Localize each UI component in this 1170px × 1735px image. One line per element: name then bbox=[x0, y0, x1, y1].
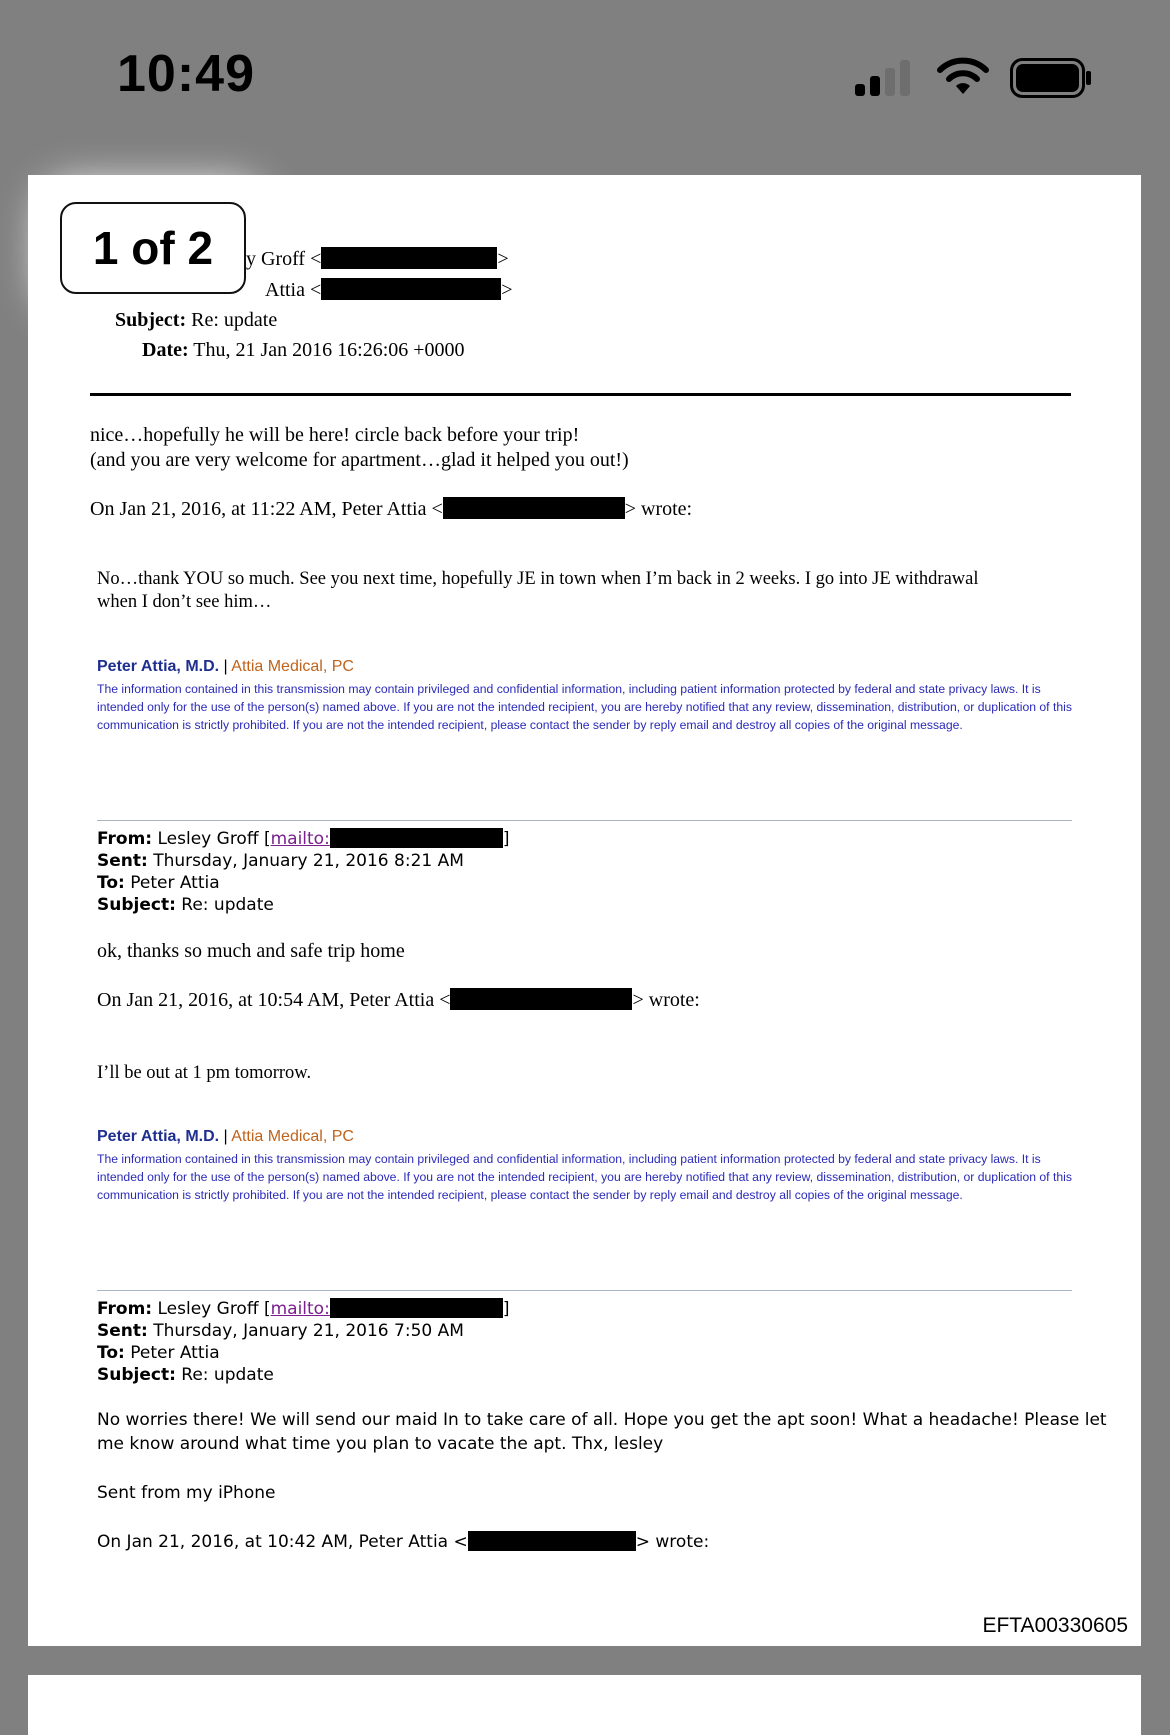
body-line-2: (and you are very welcome for apartment…glad it helped you out!) bbox=[90, 449, 629, 471]
reply1-line-2: when I don’t see him… bbox=[97, 592, 272, 612]
cellular-signal-icon bbox=[855, 60, 915, 96]
confidentiality-disclaimer: The information contained in this transmission may contain privileged and confidential information, including patient information protected by federal and state privacy laws. It is intended only for the use of the person(s) named above. If you are not the intended recipient, you are hereby notified that any review, dissemination, distribution, or duplication of this communication is strictly prohibited. If you are not the intended recipient, please contact the sender by reply email and destroy all copies of the original message. bbox=[97, 682, 1072, 732]
next-document-page bbox=[28, 1675, 1141, 1735]
fwd1-to: To: Peter Attia bbox=[97, 873, 220, 893]
fwd2-body-line-1: No worries there! We will send our maid In to take care of all. Hope you get the apt soon! What a headache! Please let bbox=[97, 1410, 1107, 1430]
fwd2-subject: Subject: Re: update bbox=[97, 1365, 274, 1385]
signature-org: Attia Medical, PC bbox=[231, 1128, 354, 1145]
message-divider bbox=[97, 820, 1072, 821]
header-from-line: y Groff < > bbox=[246, 248, 509, 270]
signature-block: Peter Attia, M.D. | Attia Medical, PC bbox=[97, 1128, 354, 1145]
signature-block: Peter Attia, M.D. | Attia Medical, PC bbox=[97, 658, 354, 675]
fwd1-quote: On Jan 21, 2016, at 10:54 AM, Peter Attia < > wrote: bbox=[97, 989, 700, 1011]
fwd1-sent: Sent: Thursday, January 21, 2016 8:21 AM bbox=[97, 851, 464, 871]
confidentiality-disclaimer: The information contained in this transmission may contain privileged and confidential information, including patient information protected by federal and state privacy laws. It is intended only for the use of the person(s) named above. If you are not the intended recipient, you are hereby notified that any review, dissemination, distribution, or duplication of this communication is strictly prohibited. If you are not the intended recipient, please contact the sender by reply email and destroy all copies of the original message. bbox=[97, 1152, 1072, 1202]
fwd1-subject: Subject: Re: update bbox=[97, 895, 274, 915]
signature-name: Peter Attia, M.D. bbox=[97, 658, 220, 675]
fwd2-sent-from: Sent from my iPhone bbox=[97, 1483, 276, 1503]
redaction-block bbox=[443, 497, 625, 519]
wifi-icon bbox=[935, 56, 991, 96]
fwd2-to: To: Peter Attia bbox=[97, 1343, 220, 1363]
document-id: EFTA00330605 bbox=[982, 1614, 1128, 1637]
redaction-block bbox=[330, 828, 503, 848]
fwd2-from: From: Lesley Groff [mailto: ] bbox=[97, 1299, 510, 1319]
mailto-link[interactable]: mailto: bbox=[270, 829, 330, 849]
header-date-line: Date: Thu, 21 Jan 2016 16:26:06 +0000 bbox=[142, 339, 465, 361]
reply1-line-1: No…thank YOU so much. See you next time, hopefully JE in town when I’m back in 2 weeks. I go into JE withdrawal bbox=[97, 569, 979, 589]
battery-icon bbox=[1010, 58, 1092, 98]
header-cc-line: Attia < > bbox=[265, 279, 513, 301]
quote-line-1: On Jan 21, 2016, at 11:22 AM, Peter Attia < > wrote: bbox=[90, 498, 693, 520]
header-divider bbox=[90, 393, 1071, 396]
signature-org: Attia Medical, PC bbox=[231, 658, 354, 675]
header-subject-line: Subject: Re: update bbox=[115, 309, 278, 331]
signature-name: Peter Attia, M.D. bbox=[97, 1128, 220, 1145]
fwd2-quote: On Jan 21, 2016, at 10:42 AM, Peter Attia < > wrote: bbox=[97, 1532, 710, 1552]
fwd1-from: From: Lesley Groff [mailto: ] bbox=[97, 829, 510, 849]
redaction-block bbox=[321, 278, 501, 300]
message-divider bbox=[97, 1290, 1072, 1291]
fwd1-reply: I’ll be out at 1 pm tomorrow. bbox=[97, 1063, 312, 1083]
redaction-block bbox=[330, 1298, 503, 1318]
fwd1-body: ok, thanks so much and safe trip home bbox=[97, 940, 405, 962]
status-time: 10:49 bbox=[117, 45, 255, 103]
status-bar bbox=[0, 0, 1170, 160]
mailto-link[interactable]: mailto: bbox=[270, 1299, 330, 1319]
page-indicator: 1 of 2 bbox=[60, 202, 246, 294]
fwd2-sent: Sent: Thursday, January 21, 2016 7:50 AM bbox=[97, 1321, 464, 1341]
redaction-block bbox=[468, 1531, 636, 1551]
redaction-block bbox=[321, 247, 497, 269]
fwd2-body-line-2: me know around what time you plan to vacate the apt. Thx, lesley bbox=[97, 1434, 664, 1454]
body-line-1: nice…hopefully he will be here! circle back before your trip! bbox=[90, 424, 580, 446]
redaction-block bbox=[450, 988, 632, 1010]
